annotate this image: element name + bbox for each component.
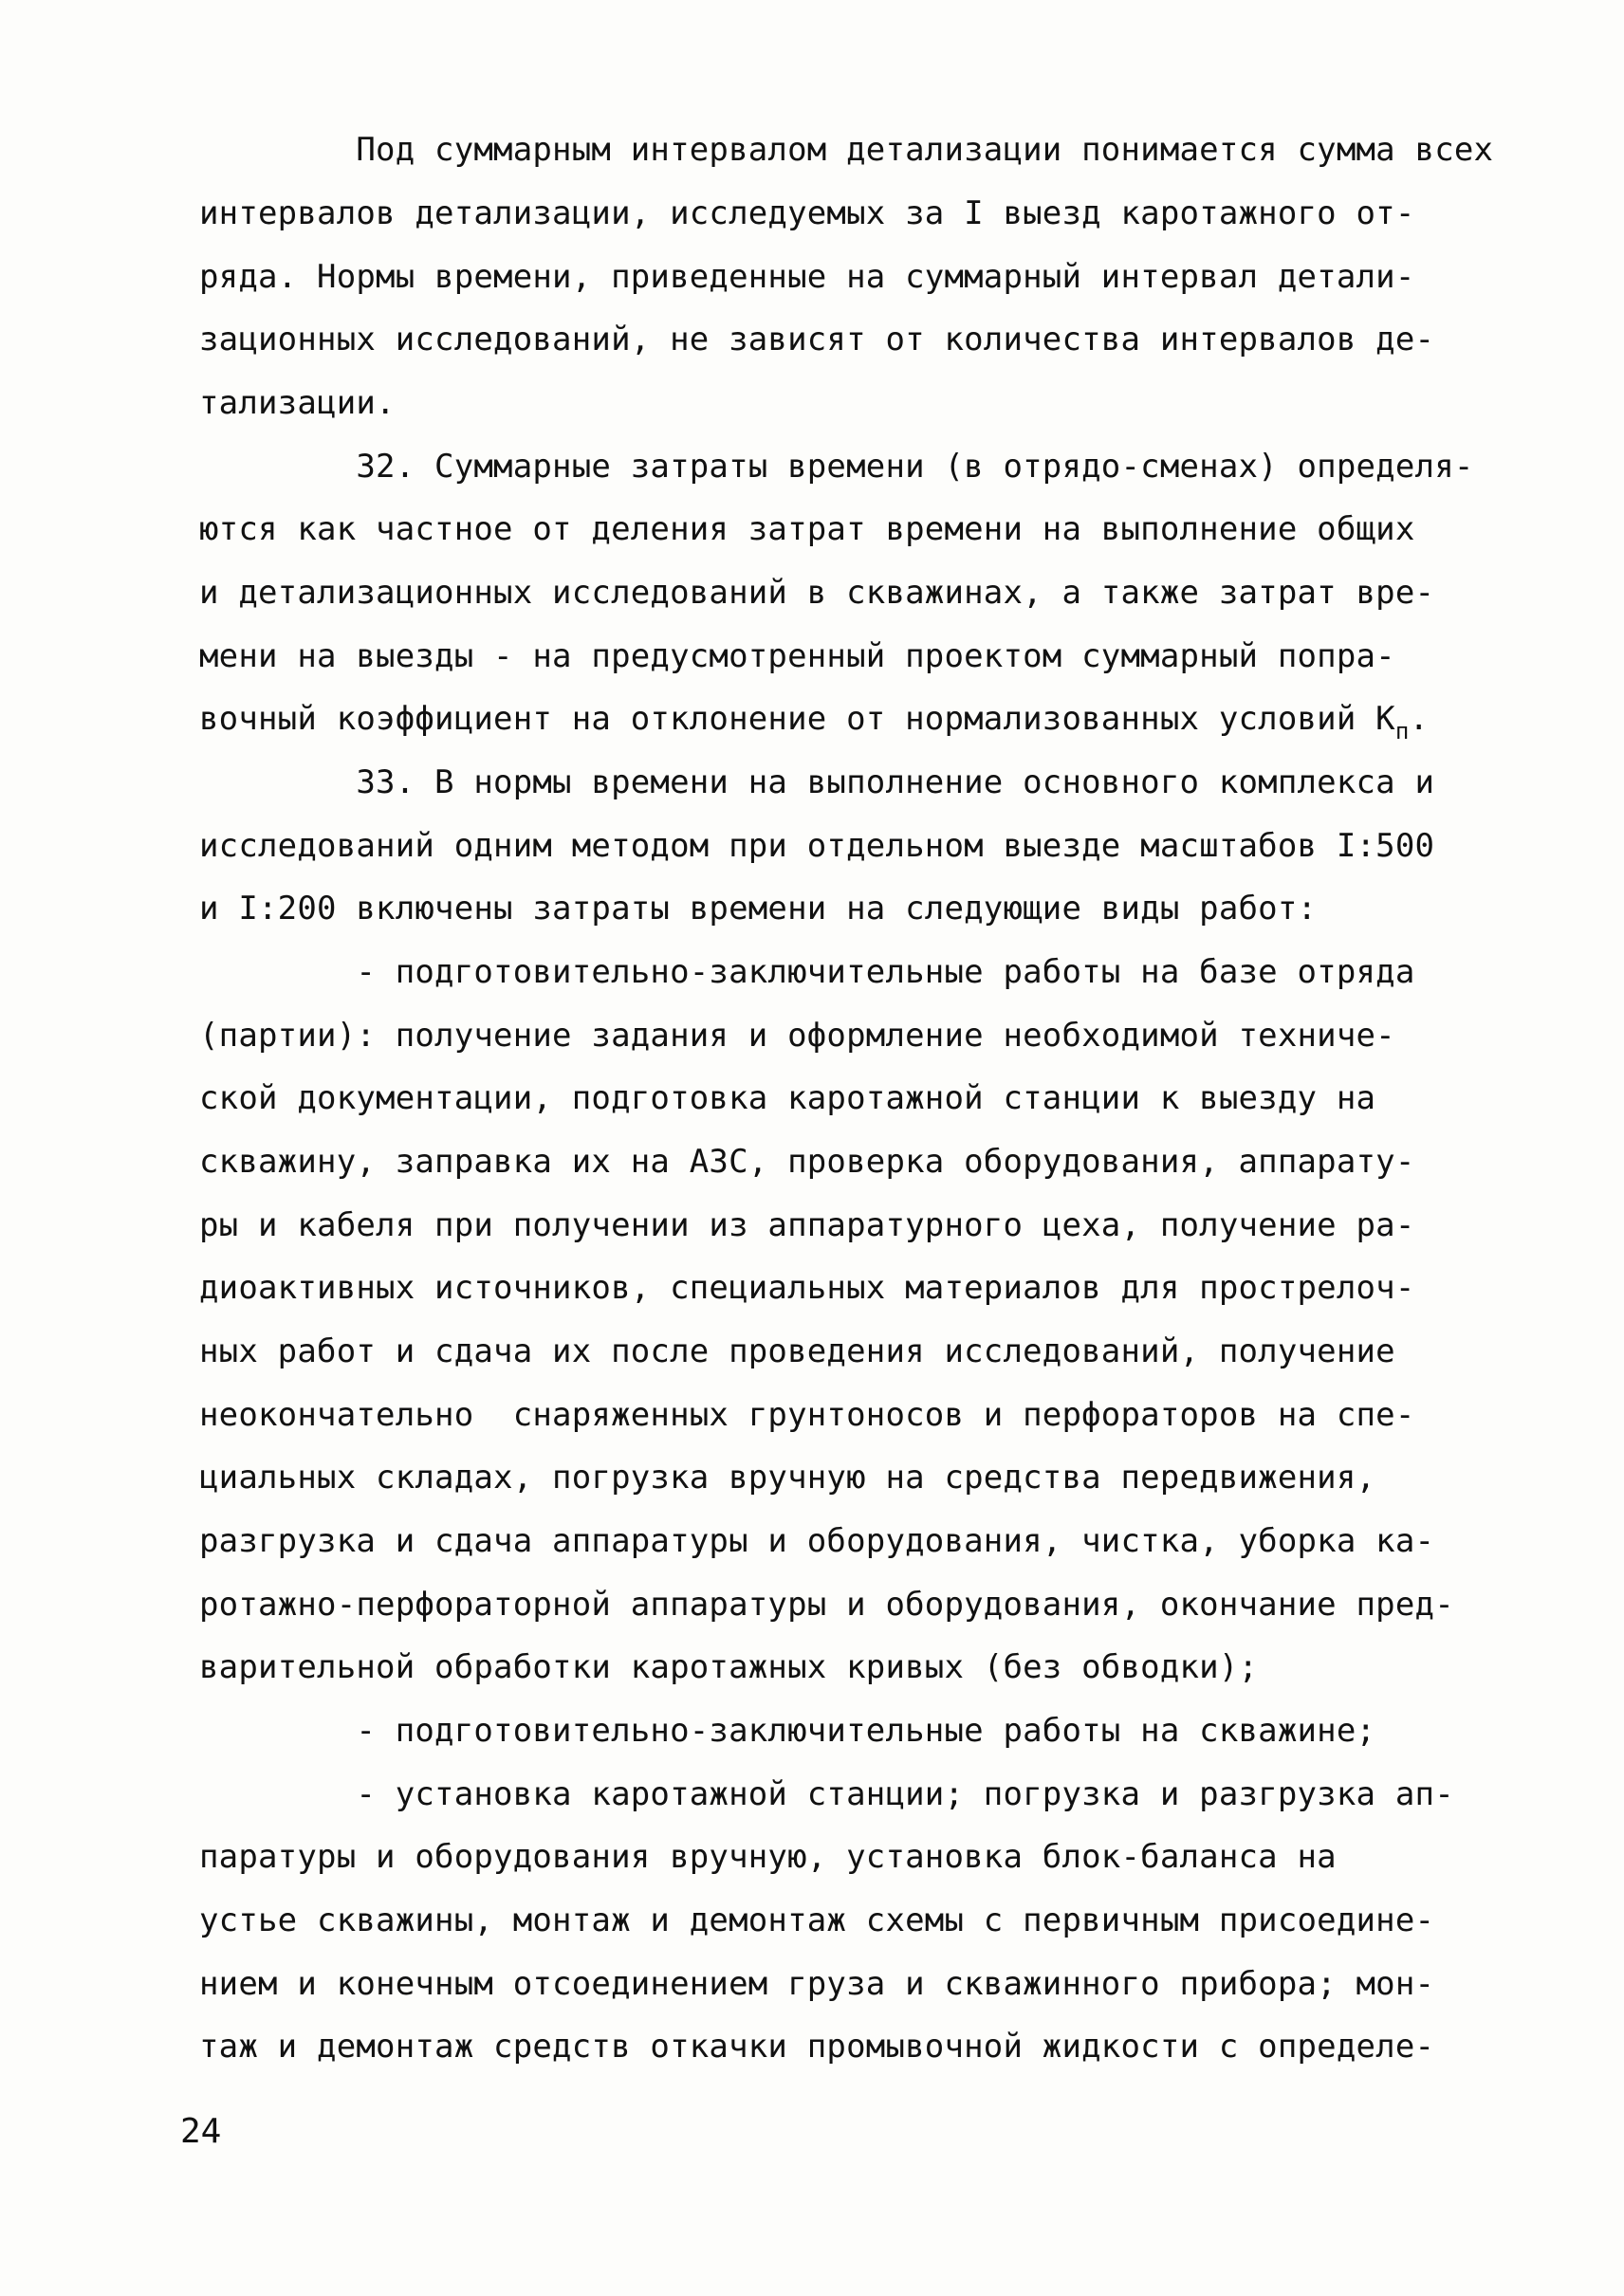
text-line: - подготовительно-заключительные работы на базе отряда [199, 953, 1415, 991]
text-line: таж и демонтаж средств откачки промывочной жидкости с определе- [199, 2028, 1435, 2066]
text-line: интервалов детализации, исследуемых за I выезд каротажного от- [199, 194, 1415, 232]
text-line: ротажно-перфораторной аппаратуры и оборудования, окончание пред- [199, 1586, 1454, 1624]
text-line: и детализационных исследований в скважинах, а также затрат вре- [199, 574, 1435, 612]
text-line: циальных складах, погрузка вручную на средства передвижения, [199, 1459, 1376, 1497]
text-line: 33. В нормы времени на выполнение основного комплекса и [199, 763, 1435, 801]
text-line: (партии): получение задания и оформление необходимой техниче- [199, 1017, 1395, 1055]
kp-subscript: п [1394, 718, 1410, 744]
text-line: - подготовительно-заключительные работы на скважине; [199, 1712, 1376, 1750]
kp-line-end: . [1409, 700, 1430, 738]
text-line: ры и кабеля при получении из аппаратурного цеха, получение ра- [199, 1206, 1415, 1244]
text-line: варительной обработки каротажных кривых (без обводки); [199, 1648, 1259, 1686]
text-line: тализации. [199, 384, 396, 422]
text-line: 32. Суммарные затраты времени (в отрядо-сменах) определя- [199, 448, 1474, 486]
text-line: нием и конечным отсоединением груза и скважинного прибора; мон- [199, 1965, 1435, 2003]
text-line: мени на выезды - на предусмотренный проектом суммарный попра- [199, 637, 1395, 675]
kp-line-text: вочный коэффициент на отклонение от нормализованных условий К [199, 700, 1395, 738]
text-line: исследований одним методом при отдельном выезде масштабов I:500 [199, 827, 1435, 865]
text-line: ряда. Нормы времени, приведенные на суммарный интервал детали- [199, 258, 1415, 296]
text-line: - установка каротажной станции; погрузка и разгрузка ап- [199, 1775, 1454, 1813]
text-line: ской документации, подготовка каротажной станции к выезду на [199, 1079, 1376, 1117]
text-line-kp [199, 700, 1429, 750]
text-line: скважину, заправка их на АЗС, проверка оборудования, аппарату- [199, 1143, 1415, 1181]
text-line: диоактивных источников, специальных материалов для прострелоч- [199, 1269, 1415, 1307]
page-number: 24 [180, 2112, 222, 2151]
text-line: ются как частное от деления затрат времени на выполнение общих [199, 510, 1415, 548]
text-line: неокончательно снаряженных грунтоносов и перфораторов на спе- [199, 1396, 1415, 1434]
text-line: ных работ и сдача их после проведения исследований, получение [199, 1332, 1395, 1370]
text-line: зационных исследований, не зависят от количества интервалов де- [199, 321, 1435, 358]
text-line: устье скважины, монтаж и демонтаж схемы с первичным присоедине- [199, 1901, 1435, 1939]
text-line: разгрузка и сдача аппаратуры и оборудования, чистка, уборка ка- [199, 1522, 1435, 1560]
text-line: паратуры и оборудования вручную, установка блок-баланса на [199, 1838, 1337, 1876]
text-line: и I:200 включены затраты времени на следующие виды работ: [199, 890, 1318, 928]
text-line: Под суммарным интервалом детализации понимается сумма всех [199, 131, 1494, 169]
